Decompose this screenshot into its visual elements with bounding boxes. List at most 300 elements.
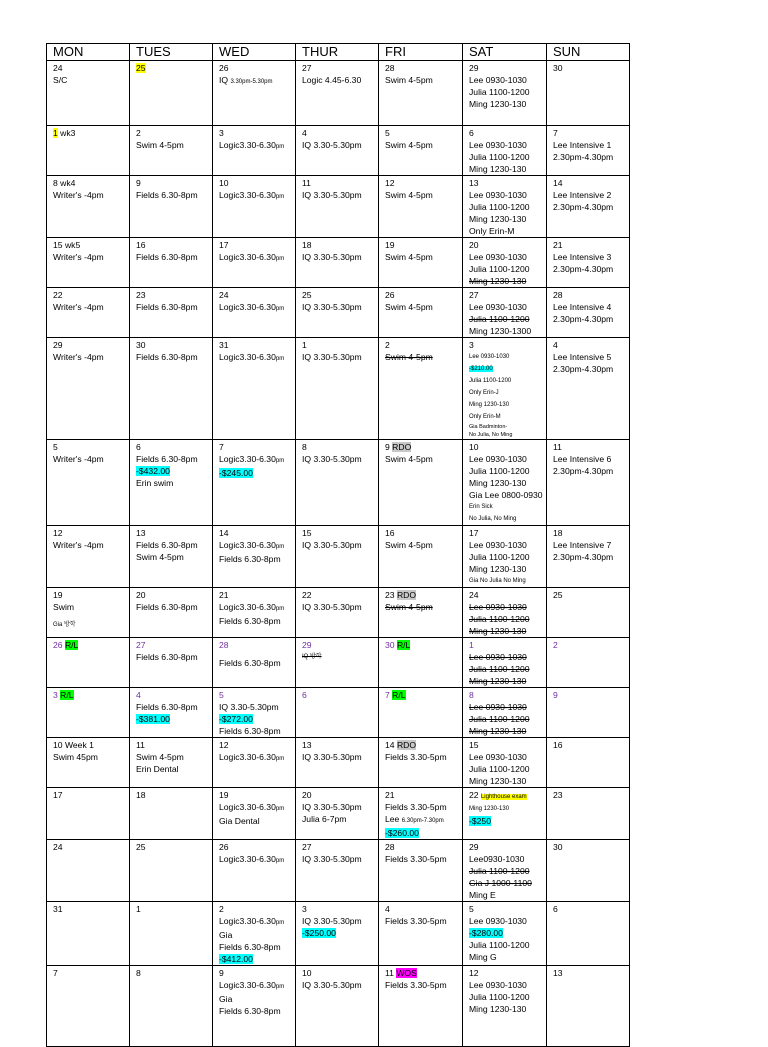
text-fragment: Logic3.30-6.30 [219,980,276,990]
highlight-tag: 1 [53,128,58,138]
day-cell-thur [296,638,379,688]
text-fragment: Fields 6.30-8pm [136,302,198,312]
day-cell-fri [379,840,463,902]
event-line [136,189,212,201]
day-number [302,789,378,801]
day-cell-mon [47,288,130,338]
highlight-tag: R/L [60,690,74,700]
day-number [469,841,546,853]
text-fragment: pm [275,606,285,612]
text-fragment: 12 [469,968,479,978]
event-line [53,539,129,551]
text-fragment: 16 [553,740,563,750]
event-line [302,453,378,465]
day-number [553,239,629,251]
highlight-tag: 25 [136,63,146,73]
text-fragment: 27 [302,63,312,73]
week-row [47,176,630,238]
text-fragment: 18 [136,790,146,800]
event-line [219,553,295,565]
event-line [219,601,295,615]
day-cell-thur [296,588,379,638]
text-fragment: 9 [136,178,141,188]
text-fragment: Lee Intensive 7 [553,540,612,550]
event-line [469,915,546,927]
event-line [469,1003,546,1015]
highlight-tag: R/L [396,640,411,650]
text-fragment: 28 [219,640,229,650]
event-line [219,815,295,827]
event-line [553,139,629,151]
day-cell-wed [213,788,296,840]
day-number [219,339,295,351]
week-row [47,788,630,840]
day-number [136,527,212,539]
text-fragment: 5 [385,128,390,138]
text-fragment: Gia Lee 0800-0930 [469,490,543,500]
day-cell-thur [296,840,379,902]
event-line [53,351,129,363]
day-cell-wed [213,638,296,688]
day-number [469,967,546,979]
text-fragment: 8 wk4 [53,178,76,188]
day-number [385,127,462,139]
day-cell-sun [547,588,630,638]
text-fragment: Logic3.30-6.30 [219,540,276,550]
text-fragment: Lee 0930-1030 [469,302,527,312]
text-fragment: 12 [385,178,395,188]
day-cell-mon [47,688,130,738]
text-fragment: Erin Dental [136,764,179,774]
event-line [53,251,129,263]
text-fragment: Lee 0930-1030 [469,980,527,990]
day-cell-fri [379,61,463,126]
text-fragment: Logic3.30-6.30 [219,752,276,762]
event-line [469,927,546,939]
day-cell-mon [47,126,130,176]
day-cell-fri [379,176,463,238]
day-number [136,639,212,651]
event-line [219,251,295,265]
text-fragment: pm [275,144,285,150]
text-fragment: Julia 1100-1200 [469,378,512,384]
day-header-wed: WED [213,44,296,61]
text-fragment: Lee 0930-1030 [469,602,527,612]
event-line [469,325,546,337]
text-fragment: Lee 0930-1030 [469,252,527,262]
text-fragment: 2.30pm-4.30pm [553,466,614,476]
event-line [136,453,212,465]
text-fragment: 6 [469,128,474,138]
day-cell-thur [296,966,379,1047]
text-fragment: Fields 6.30-8pm [219,726,281,736]
day-number [136,967,212,979]
day-cell-sat [463,588,547,638]
event-line [469,399,546,411]
day-cell-mon [47,588,130,638]
text-fragment: 13 [302,740,312,750]
day-number [136,903,212,915]
text-fragment: pm [275,544,285,550]
day-cell-sat [463,126,547,176]
text-fragment: Ming 1230-130 [469,402,510,408]
day-number [469,527,546,539]
text-fragment: Ming 1230-130 [469,214,527,224]
day-number [553,589,629,601]
event-line [469,225,546,237]
day-cell-sun [547,688,630,738]
event-line [302,915,378,927]
text-fragment: Writer's -4pm [53,540,104,550]
event-line [553,363,629,375]
week-row [47,588,630,638]
text-fragment: Lee Intensive 4 [553,302,612,312]
day-cell-sun [547,288,630,338]
text-fragment: 30 [385,640,397,650]
event-line [469,301,546,313]
text-fragment: Lee 0930-1030 [469,702,527,712]
text-fragment: Writer's -4pm [53,190,104,200]
day-cell-sun [547,788,630,840]
day-number [553,177,629,189]
day-number [219,62,295,74]
text-fragment: Lee 0930-1030 [469,75,527,85]
text-fragment: 25 [302,290,312,300]
event-line [53,301,129,313]
day-number [53,903,129,915]
event-line [219,301,295,315]
text-fragment: Ming 1230-1300 [469,326,532,336]
text-fragment: Lee 0930-1030 [469,652,527,662]
event-line [469,651,546,663]
day-cell-mon [47,788,130,840]
text-fragment: Ming G [469,952,497,962]
event-line [469,877,546,889]
day-number [136,441,212,453]
text-fragment: Swim 4-5pm [136,552,184,562]
day-number [219,289,295,301]
day-number [53,589,129,601]
text-fragment: Logic 4.45-6.30 [302,75,362,85]
text-fragment: 3 [302,904,307,914]
day-cell-wed [213,440,296,526]
event-line [302,74,378,86]
day-cell-thur [296,526,379,588]
day-cell-sat [463,338,547,440]
text-fragment: 22 [302,590,312,600]
text-fragment: 3.30pm-5.30pm [230,79,273,85]
text-fragment: 27 [302,842,312,852]
text-fragment: Erin swim [136,478,174,488]
text-fragment: 24 [469,590,479,600]
day-number [469,441,546,453]
event-line [302,189,378,201]
text-fragment: wk3 [57,128,76,138]
day-cell-wed [213,840,296,902]
day-number [385,689,462,701]
text-fragment: 27 [136,640,146,650]
text-fragment: Gia 방학 [53,622,76,628]
text-fragment: 3 [469,340,474,350]
highlight-tag: -$210.00 [469,366,493,372]
day-cell-mon [47,176,130,238]
event-line [219,929,295,941]
day-cell-wed [213,738,296,788]
text-fragment: pm [275,256,285,262]
day-number [553,967,629,979]
text-fragment: Fields 3.30-5pm [385,980,447,990]
day-number [53,639,129,651]
text-fragment: Swim 4-5pm [385,302,433,312]
event-line [136,139,212,151]
day-number [385,177,462,189]
text-fragment: Swim 4-5pm [385,140,433,150]
event-line [385,453,462,465]
day-number [553,689,629,701]
day-number [385,967,462,979]
text-fragment: 1 [302,340,307,350]
day-number [553,339,629,351]
day-number [553,527,629,539]
text-fragment: IQ 3.30-5.30pm [302,454,362,464]
event-line [469,423,546,431]
text-fragment: Logic3.30-6.30 [219,802,276,812]
event-line [469,351,546,363]
event-line [385,189,462,201]
highlight-tag: RDO [392,442,412,452]
day-number [469,289,546,301]
text-fragment: 15 wk5 [53,240,81,250]
event-line [469,979,546,991]
text-fragment: 17 [53,790,63,800]
day-cell-fri [379,902,463,966]
day-cell-thur [296,902,379,966]
text-fragment: 7 [385,690,393,700]
text-fragment: Gia [219,994,233,1004]
day-number [136,689,212,701]
text-fragment: Lee 0930-1030 [469,752,527,762]
day-cell-sat [463,176,547,238]
text-fragment: Ming 1230-130 [469,806,510,812]
highlight-tag: R/L [64,640,79,650]
day-number [53,967,129,979]
day-number [136,789,212,801]
day-number [469,689,546,701]
event-line [302,301,378,313]
text-fragment: 24 [53,63,63,73]
text-fragment: Julia 1100-1200 [469,714,530,724]
text-fragment: Logic3.30-6.30 [219,190,276,200]
event-line [469,489,546,501]
text-fragment: Swim 4-5pm [385,252,433,262]
text-fragment: No Julia, No Ming [469,432,513,438]
day-cell-thur [296,738,379,788]
event-line [469,951,546,963]
text-fragment: Lee [385,814,402,824]
text-fragment: 10 Week 1 [53,740,94,750]
text-fragment: 8 [136,968,141,978]
day-cell-sun [547,902,630,966]
text-fragment: 19 [219,790,229,800]
text-fragment: Fields 6.30-8pm [219,1006,281,1016]
event-line [302,351,378,363]
text-fragment: 29 [469,842,479,852]
text-fragment: Fields 3.30-5pm [385,752,447,762]
text-fragment: 30 [553,842,563,852]
text-fragment: 16 [385,528,395,538]
event-line [136,551,212,563]
text-fragment: Julia 1100-1200 [469,202,530,212]
event-line [469,613,546,625]
event-line [302,751,378,763]
text-fragment: Swim 4-5pm [385,540,433,550]
day-number [469,127,546,139]
day-cell-tues [130,288,213,338]
event-line [219,853,295,867]
day-cell-sun [547,238,630,288]
text-fragment: Julia 1100-1200 [469,764,530,774]
day-cell-mon [47,526,130,588]
text-fragment: Fields 3.30-5pm [385,802,447,812]
day-number [53,841,129,853]
event-line [385,915,462,927]
text-fragment: 5 [53,442,58,452]
text-fragment: Ming 1230-130 [469,164,527,174]
text-fragment: IQ 3.30-5.30pm [302,854,362,864]
text-fragment: Swim 4-5pm [136,140,184,150]
event-line [302,853,378,865]
day-number [553,739,629,751]
highlight-tag: -$272.00 [219,714,253,724]
day-cell-thur [296,440,379,526]
day-number [553,289,629,301]
day-cell-mon [47,338,130,440]
day-cell-tues [130,440,213,526]
event-line [136,601,212,613]
highlight-tag: -$245.00 [219,468,253,478]
text-fragment: 17 [219,240,229,250]
day-number [553,62,629,74]
text-fragment: Lee0930-1030 [469,854,525,864]
text-fragment: Swim 4-5pm [385,454,433,464]
event-line [553,313,629,325]
day-cell-thur [296,176,379,238]
text-fragment: 11 [385,968,397,978]
text-fragment: Logic3.30-6.30 [219,454,276,464]
text-fragment: Lee Intensive 6 [553,454,612,464]
text-fragment: 20 [136,590,146,600]
day-number [219,589,295,601]
event-line [469,251,546,263]
event-line [385,74,462,86]
day-cell-fri [379,238,463,288]
event-line [469,865,546,877]
day-cell-fri [379,638,463,688]
text-fragment: 26 [219,842,229,852]
text-fragment: 12 [53,528,63,538]
text-fragment: Julia 6-7pm [302,814,347,824]
event-line [469,151,546,163]
text-fragment: 26 [385,290,395,300]
day-cell-thur [296,126,379,176]
day-number [219,441,295,453]
week-row [47,338,630,440]
highlight-tag: R/L [392,690,406,700]
text-fragment: Writer's -4pm [53,454,104,464]
text-fragment: Ming 1230-130 [469,1004,527,1014]
day-number [469,903,546,915]
day-number [302,62,378,74]
event-line [385,301,462,313]
text-fragment: 6 [553,904,558,914]
text-fragment: No Julia, No Ming [469,516,517,522]
event-line [302,651,378,663]
event-line [136,751,212,763]
text-fragment: 29 [53,340,63,350]
text-fragment: IQ 3.30-5.30pm [302,540,362,550]
day-cell-sat [463,738,547,788]
event-line [385,979,462,991]
text-fragment: Erin Sick [469,504,493,510]
text-fragment: Only Erin-M [469,414,501,420]
event-line [469,363,546,375]
text-fragment: Swim 4-5pm [136,752,184,762]
text-fragment: Ming 1230-130 [469,626,527,636]
day-cell-thur [296,688,379,738]
day-cell-thur [296,338,379,440]
day-cell-thur [296,288,379,338]
day-number [136,339,212,351]
week-row [47,840,630,902]
week-row [47,288,630,338]
text-fragment: 2.30pm-4.30pm [553,364,614,374]
event-line [469,853,546,865]
text-fragment: Logic3.30-6.30 [219,352,276,362]
text-fragment: 5 [219,690,224,700]
day-cell-mon [47,638,130,688]
day-cell-fri [379,440,463,526]
day-header-fri: FRI [379,44,463,61]
text-fragment: 28 [385,63,395,73]
text-fragment: 1 [469,640,474,650]
text-fragment: Julia 1100-1200 [469,552,530,562]
day-number [385,527,462,539]
text-fragment: 2.30pm-4.30pm [553,264,614,274]
day-cell-sat [463,238,547,288]
highlight-tag: -$280.00 [469,928,503,938]
text-fragment: 2 [385,340,390,350]
text-fragment: 27 [469,290,479,300]
day-cell-fri [379,738,463,788]
text-fragment: 8 [302,442,307,452]
text-fragment: 4 [136,690,141,700]
day-number [53,177,129,189]
day-number [136,589,212,601]
text-fragment: 20 [469,240,479,250]
text-fragment: Fields 6.30-8pm [136,602,198,612]
day-number [385,639,462,651]
day-cell-tues [130,966,213,1047]
text-fragment: Ming 1230-130 [469,478,527,488]
event-line [553,465,629,477]
day-cell-sun [547,176,630,238]
day-cell-mon [47,902,130,966]
day-cell-tues [130,238,213,288]
day-number [385,589,462,601]
event-line [385,539,462,551]
event-line [219,953,295,965]
event-line [136,651,212,663]
